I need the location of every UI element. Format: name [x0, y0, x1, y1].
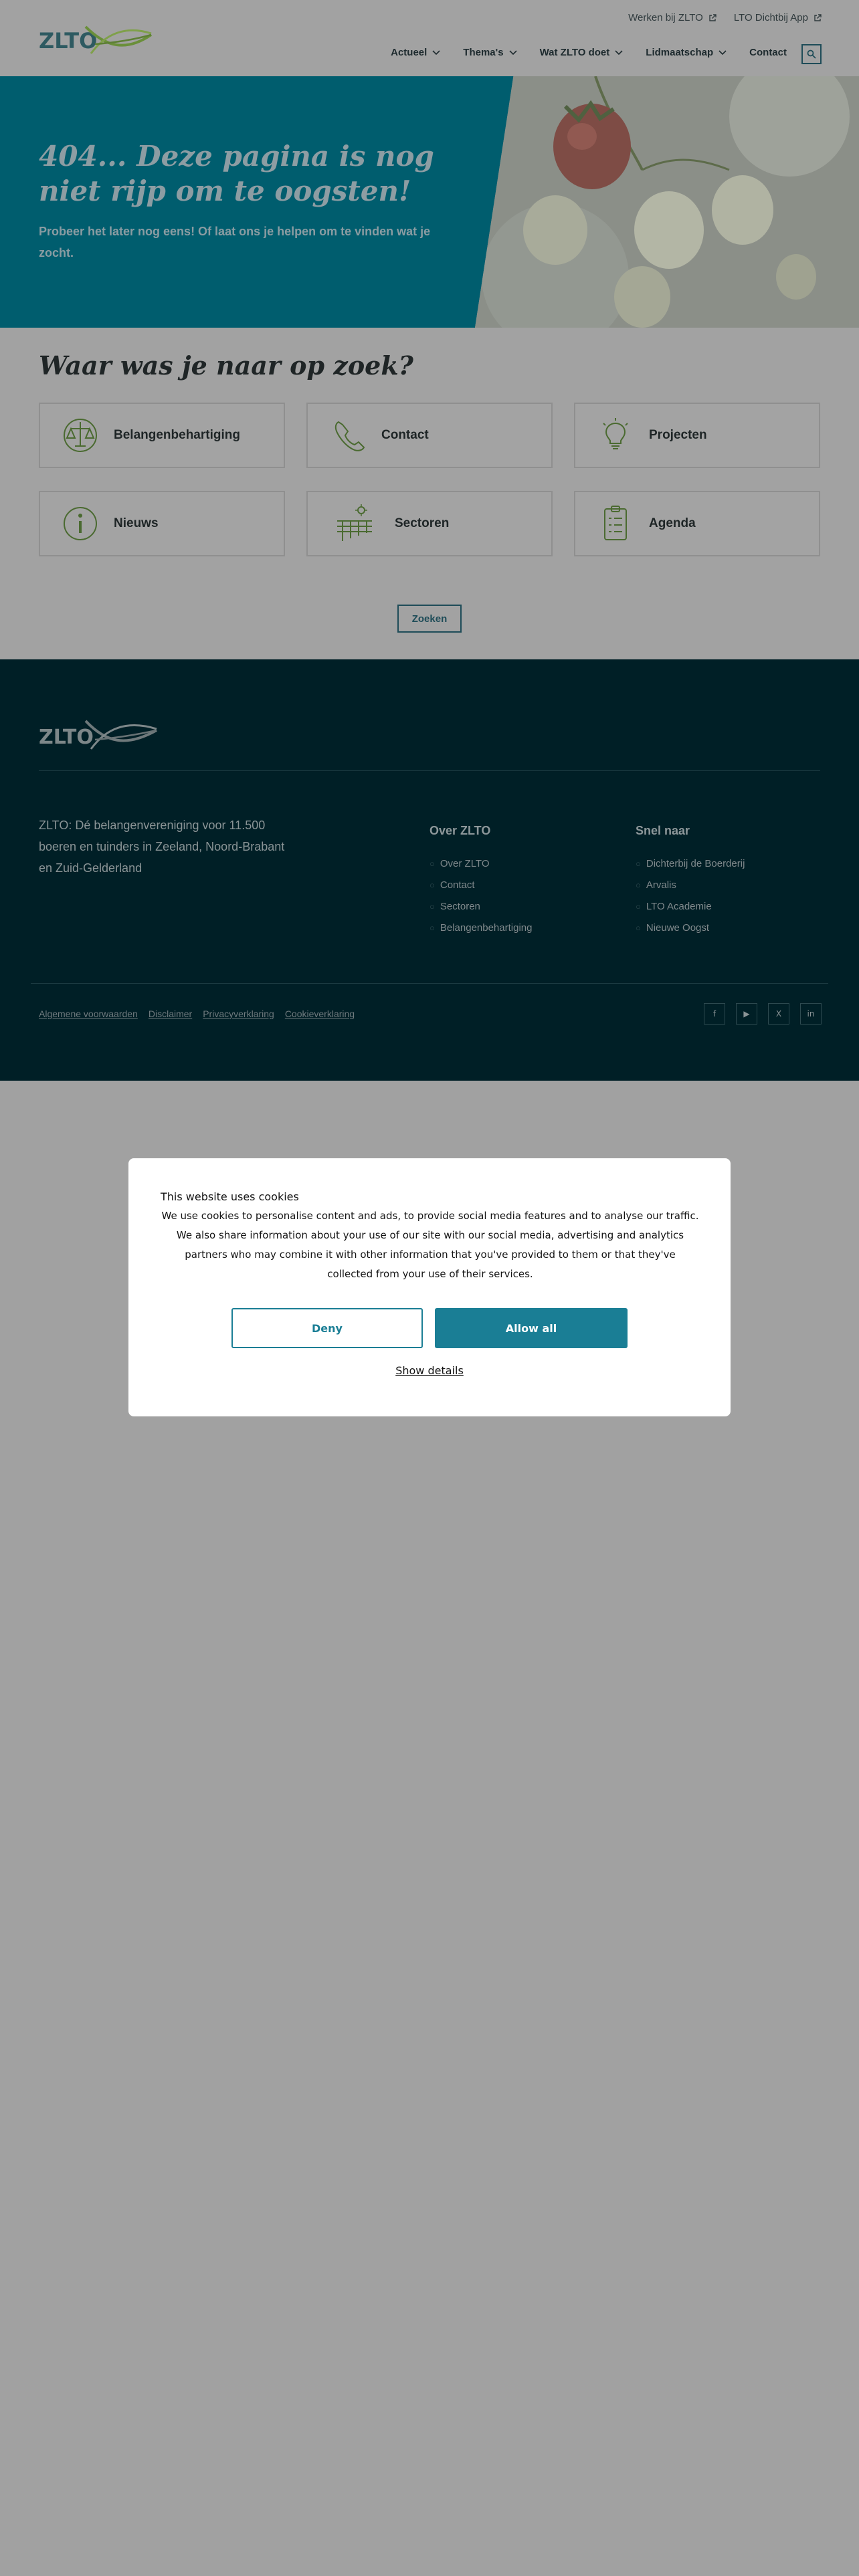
card-contact[interactable]: [306, 403, 553, 468]
facebook-icon[interactable]: f: [704, 1003, 725, 1025]
hero-title: 404... Deze pagina is nog niet rijp om te oogsten!: [39, 140, 434, 207]
phone-icon: [329, 415, 367, 455]
footer-link-label: Contact: [440, 879, 475, 891]
show-details-wrap: [128, 1364, 731, 1377]
footer-legal-links: [39, 1008, 355, 1019]
footer-link-label: Sectoren: [440, 900, 480, 912]
info-icon: [62, 504, 99, 544]
bullet-icon: ○: [636, 879, 641, 890]
legal-link-privacy[interactable]: Privacyverklaring: [203, 1008, 274, 1019]
footer-link[interactable]: [636, 874, 745, 895]
footer-col-over: [430, 824, 532, 938]
chevron-down-icon: [432, 50, 440, 56]
bullet-icon: ○: [430, 858, 435, 869]
bullet-icon: ○: [430, 922, 435, 933]
linkedin-icon[interactable]: in: [800, 1003, 822, 1025]
footer-logo[interactable]: [39, 713, 159, 756]
site-footer: [0, 659, 859, 1081]
footer-logo-text: ZLTO: [39, 726, 94, 749]
field-icon: [329, 504, 380, 544]
quick-links-section: [0, 328, 859, 659]
legal-link-disclaimer[interactable]: Disclaimer: [148, 1008, 193, 1019]
footer-col-title: Snel naar: [636, 824, 690, 837]
card-projecten[interactable]: [574, 403, 820, 468]
nav-item-label: Wat ZLTO doet: [539, 47, 610, 58]
zoeken-button[interactable]: Zoeken: [397, 605, 462, 633]
footer-link-label: Dichterbij de Boerderij: [646, 857, 745, 869]
bullet-icon: ○: [636, 922, 641, 933]
card-label: Projecten: [649, 428, 707, 442]
footer-link-label: Nieuwe Oogst: [646, 922, 710, 934]
chevron-down-icon: [509, 50, 517, 56]
bullet-icon: ○: [430, 901, 435, 911]
footer-link[interactable]: [430, 895, 532, 917]
scale-icon: [62, 415, 99, 455]
legal-link-cookies[interactable]: Cookieverklaring: [284, 1008, 355, 1019]
card-label: Nieuws: [114, 516, 159, 530]
top-link-app[interactable]: [734, 12, 822, 23]
allow-all-button[interactable]: Allow all: [435, 1308, 628, 1348]
top-link-werken[interactable]: [628, 12, 717, 23]
nav-item-label: Thema's: [463, 47, 504, 58]
chevron-down-icon: [615, 50, 623, 56]
footer-col-snel-naar: [636, 824, 745, 938]
nav-item-label: Lidmaatschap: [646, 47, 714, 58]
hero-banner: [0, 76, 859, 328]
nav-item-label: Actueel: [391, 47, 427, 58]
footer-divider: [31, 983, 828, 984]
footer-link[interactable]: [430, 874, 532, 895]
logo-text: ZLTO: [39, 28, 98, 53]
card-agenda[interactable]: [574, 491, 820, 556]
nav-item-themas[interactable]: [463, 47, 516, 58]
card-label: Belangenbehartiging: [114, 428, 240, 442]
bullet-icon: ○: [430, 879, 435, 890]
search-button[interactable]: [801, 44, 822, 64]
footer-link[interactable]: [430, 853, 532, 874]
cookie-text: We use cookies to personalise content and ads, to provide social media features and to analyse our traffic. We also share information about your use of our site with our social media, advertising and analytics partners who may combine it with other information that you've provided to them or that they've collected from your use of their services.: [161, 1210, 699, 1280]
nav-item-lidmaatschap[interactable]: [646, 47, 727, 58]
footer-description: ZLTO: Dé belangenvereniging voor 11.500 boeren en tuinders in Zeeland, Noord-Brabant en Zuid-Gelderland: [39, 819, 285, 875]
footer-logo-graphic: [39, 713, 159, 753]
card-sectoren[interactable]: [306, 491, 553, 556]
strawberries-illustration: [475, 76, 859, 328]
footer-link-label: Belangenbehartiging: [440, 922, 533, 934]
strawberries-photo: [475, 76, 859, 328]
cookie-dialog: [128, 1158, 731, 1416]
nav-item-actueel[interactable]: [391, 47, 440, 58]
lightbulb-icon: [597, 415, 634, 455]
legal-link-voorwaarden[interactable]: Algemene voorwaarden: [39, 1008, 138, 1019]
deny-button[interactable]: Deny: [231, 1308, 423, 1348]
footer-link[interactable]: [636, 917, 745, 938]
nav-item-wat-zlto-doet[interactable]: [540, 47, 624, 58]
footer-link[interactable]: [430, 917, 532, 938]
footer-link-label: LTO Academie: [646, 900, 712, 912]
card-belangenbehartiging[interactable]: [39, 403, 285, 468]
top-link-label: LTO Dichtbij App: [733, 12, 808, 23]
youtube-icon[interactable]: ▶: [736, 1003, 757, 1025]
card-nieuws[interactable]: [39, 491, 285, 556]
site-header: [0, 0, 859, 76]
bullet-icon: ○: [636, 901, 641, 911]
footer-col-title: Over ZLTO: [430, 824, 491, 837]
footer-link-label: Over ZLTO: [440, 857, 490, 869]
zlto-logo[interactable]: [39, 20, 153, 60]
show-details-link[interactable]: Show details: [395, 1364, 464, 1377]
chevron-down-icon: [719, 50, 727, 56]
x-icon[interactable]: X: [768, 1003, 789, 1025]
card-label: Agenda: [649, 516, 696, 530]
footer-socials: [704, 1003, 822, 1025]
footer-link-label: Arvalis: [646, 879, 676, 891]
top-links: [628, 12, 822, 23]
nav-item-contact[interactable]: [749, 47, 787, 58]
hero-subtitle: Probeer het later nog eens! Of laat ons je helpen om te vinden wat je zocht.: [39, 225, 431, 259]
search-icon: [807, 49, 816, 59]
card-label: Sectoren: [395, 516, 450, 530]
footer-link[interactable]: [636, 853, 745, 874]
zlto-logo-graphic: [39, 20, 153, 58]
top-link-label: Werken bij ZLTO: [628, 12, 703, 23]
bullet-icon: ○: [636, 858, 641, 869]
clipboard-icon: [597, 504, 634, 544]
footer-divider: [39, 770, 820, 771]
footer-link[interactable]: [636, 895, 745, 917]
external-link-icon: [814, 14, 822, 22]
main-nav: [391, 47, 787, 58]
external-link-icon: [708, 14, 717, 22]
cookie-title: This website uses cookies: [161, 1190, 299, 1203]
nav-item-label: Contact: [749, 47, 787, 58]
section-title: Waar was je naar op zoek?: [39, 350, 413, 381]
card-label: Contact: [381, 428, 429, 442]
